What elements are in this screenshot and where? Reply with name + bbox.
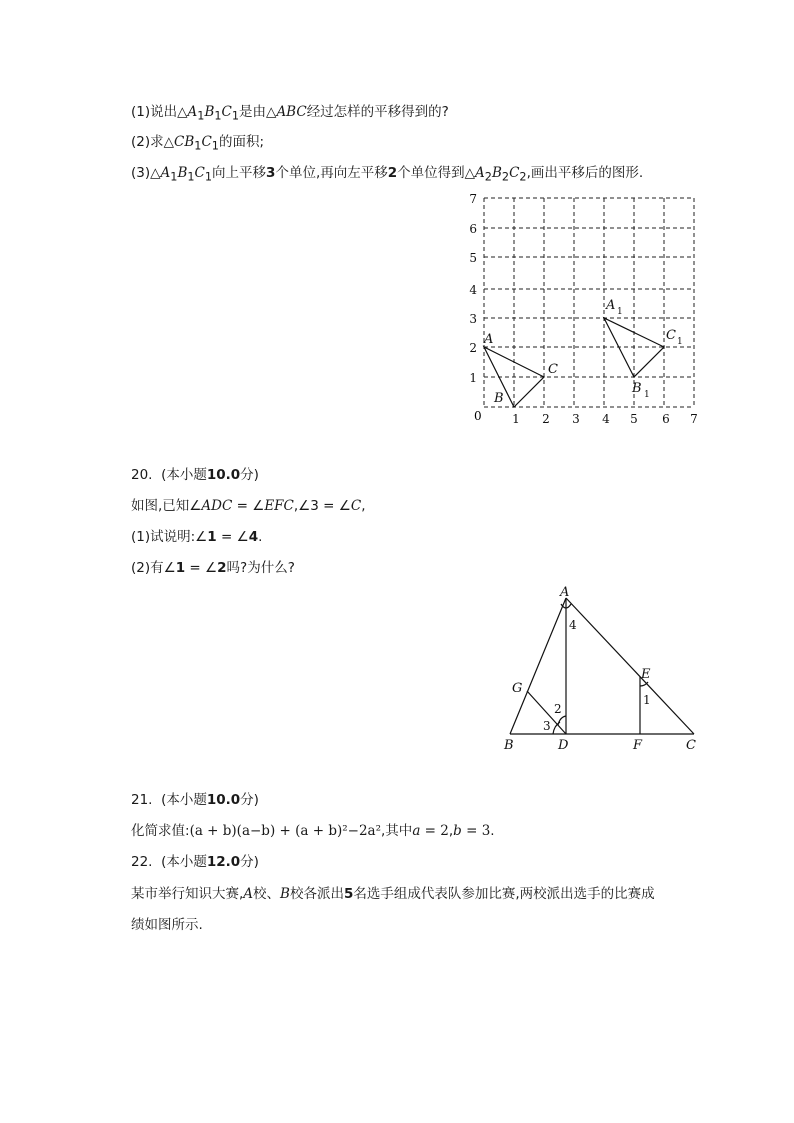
- q20-part1: (1)试说明:∠1 = ∠4.: [131, 529, 263, 545]
- point-d-label: D: [558, 738, 569, 753]
- y-tick: 1: [469, 371, 477, 385]
- point-b-label: B: [504, 738, 514, 753]
- grid-lines: [484, 198, 694, 407]
- y-tick: 4: [469, 283, 477, 297]
- vertex-c1-sub: 1: [677, 337, 683, 347]
- vertex-c1-label: C: [666, 328, 676, 343]
- q22-header: 22. (本小题12.0分): [131, 854, 259, 870]
- segment-ac: [566, 598, 694, 734]
- q21-header: 21. (本小题10.0分): [131, 792, 259, 808]
- x-tick: 2: [542, 412, 550, 426]
- y-tick-labels: [469, 192, 477, 385]
- q20-header: 20. (本小题10.0分): [131, 467, 259, 483]
- x-tick: 5: [630, 412, 638, 426]
- vertex-c-label: C: [548, 362, 558, 377]
- figure-labels: [503, 585, 696, 753]
- angle-3-label: 3: [543, 719, 551, 733]
- x-tick: 1: [512, 412, 520, 426]
- x-tick: 3: [572, 412, 580, 426]
- vertex-b1-label: B: [632, 381, 642, 396]
- vertex-b-label: B: [494, 391, 504, 406]
- q22-line1: 某市举行知识大赛,A校、B校各派出5名选手组成代表队参加比赛,两校派出选手的比赛成: [131, 886, 655, 902]
- y-tick: 6: [469, 222, 477, 236]
- point-a-label: A: [560, 585, 570, 600]
- vertex-a-label: A: [484, 332, 494, 347]
- translation-grid-figure: [460, 188, 710, 430]
- y-tick: 3: [469, 312, 477, 326]
- x-tick: 7: [690, 412, 698, 426]
- point-c-label: C: [686, 738, 696, 753]
- x-tick-labels: [512, 412, 698, 426]
- y-tick: 2: [469, 341, 477, 355]
- point-g-label: G: [512, 681, 523, 696]
- y-tick: 7: [469, 192, 477, 206]
- angle-2-label: 2: [554, 702, 562, 716]
- y-tick: 5: [469, 251, 477, 265]
- q19-part3: $(3)\triangle A_1B_1C_1$向上平移3个单位,再向左平移2个单位得到$\triangle A_2B_2C_2$,画出平移后的图形.: [131, 165, 644, 184]
- x-tick: 4: [602, 412, 610, 426]
- q19-part1: (1)说出$\triangle A_1B_1C_1$是由△ABC经过怎样的平移得到的?: [131, 104, 449, 123]
- point-f-label: F: [633, 738, 643, 753]
- q20-part2: (2)有∠1 = ∠2吗?为什么?: [131, 560, 295, 576]
- q21-body: 化简求值:(a + b)(a−b) + (a + b)²−2a²,其中a = 2,b = 3.: [131, 823, 495, 839]
- geometry-figure-q20: [496, 580, 710, 756]
- x-tick: 6: [662, 412, 670, 426]
- figure-lines: [510, 598, 694, 734]
- angle-2-arc: [558, 716, 566, 725]
- q19-part2: (2)求$\triangle CB_1C_1$的面积;: [131, 134, 265, 153]
- point-e-label: E: [641, 667, 651, 682]
- vertex-a1-label: A: [606, 298, 616, 313]
- q20-stem: 如图,已知∠ADC = ∠EFC,∠3 = ∠C,: [131, 498, 366, 514]
- vertex-labels: [483, 298, 683, 406]
- angle-4-label: 4: [569, 618, 577, 632]
- vertex-a1-sub: 1: [617, 307, 623, 317]
- vertex-b1-sub: 1: [644, 390, 650, 400]
- q22-line2: 绩如图所示.: [131, 917, 203, 933]
- angle-1-label: 1: [643, 693, 651, 707]
- angle-1-arc: [640, 682, 648, 686]
- origin-label: 0: [474, 409, 482, 423]
